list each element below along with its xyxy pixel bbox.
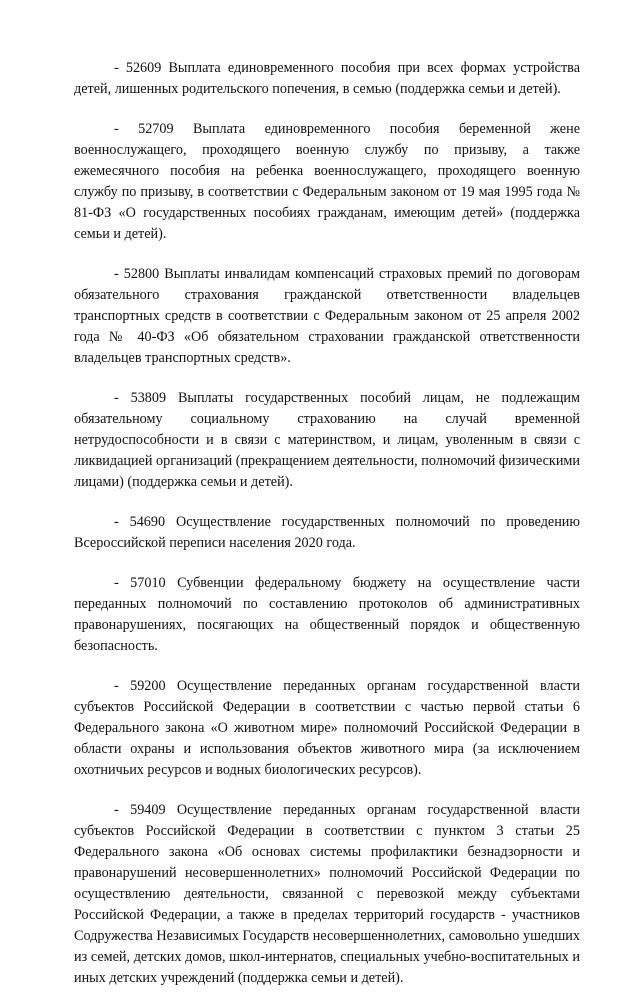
- paragraph-52609: - 52609 Выплата единовременного пособия при всех формах устройства детей, лишенных родительского попечения, в семью (поддержка семьи и детей).: [74, 60, 580, 97]
- paragraph-54690: - 54690 Осуществление государственных полномочий по проведению Всероссийской переписи населения 2020 года.: [74, 514, 580, 551]
- document-page: [74, 58, 580, 1008]
- paragraph-52800: - 52800 Выплаты инвалидам компенсаций страховых премий по договорам обязательного страхования гражданской ответственности владельцев транспортных средств в соответствии с Федеральным законом от 25 апреля 2002 года № 40-ФЗ «Об обязательном страховании гражданской ответственности владельцев транспортных средств».: [74, 266, 580, 366]
- paragraph-53809: - 53809 Выплаты государственных пособий лицам, не подлежащим обязательному социальному страхованию на случай временной нетрудоспособности и в связи с материнством, и лицам, уволенным в связи с ликвидацией организаций (прекращением деятельности, полномочий физическими лицами) (поддержка семьи и детей).: [74, 390, 580, 490]
- paragraph-59409: - 59409 Осуществление переданных органам государственной власти субъектов Российской Федерации в соответствии с пунктом 3 статьи 25 Федерального закона «Об основах системы профилактики безнадзорности и правонарушений несовершеннолетних» полномочий Российской Федерации по осуществлению деятельности, связанной с перевозкой между субъектами Российской Федерации, а также в пределах территорий государств - участников Содружества Независимых Государств несовершеннолетних, самовольно ушедших из семей, детских домов, школ-интернатов, специальных учебно-воспитательных и иных детских учреждений (поддержка семьи и детей).: [74, 802, 580, 986]
- paragraph-57010: - 57010 Субвенции федеральному бюджету на осуществление части переданных полномочий по составлению протоколов об административных правонарушениях, посягающих на общественный порядок и общественную безопасность.: [74, 575, 580, 654]
- paragraph-52709: - 52709 Выплата единовременного пособия беременной жене военнослужащего, проходящего военную службу по призыву, а также ежемесячного пособия на ребенка военнослужащего, проходящего военную службу по призыву, в соответствии с Федеральным законом от 19 мая 1995 года № 81-ФЗ «О государственных пособиях гражданам, имеющим детей» (поддержка семьи и детей).: [74, 121, 580, 242]
- paragraph-59200: - 59200 Осуществление переданных органам государственной власти субъектов Российской Федерации в соответствии с частью первой статьи 6 Федерального закона «О животном мире» полномочий Российской Федерации в области охраны и использования объектов животного мира (за исключением охотничьих ресурсов и водных биологических ресурсов).: [74, 678, 580, 778]
